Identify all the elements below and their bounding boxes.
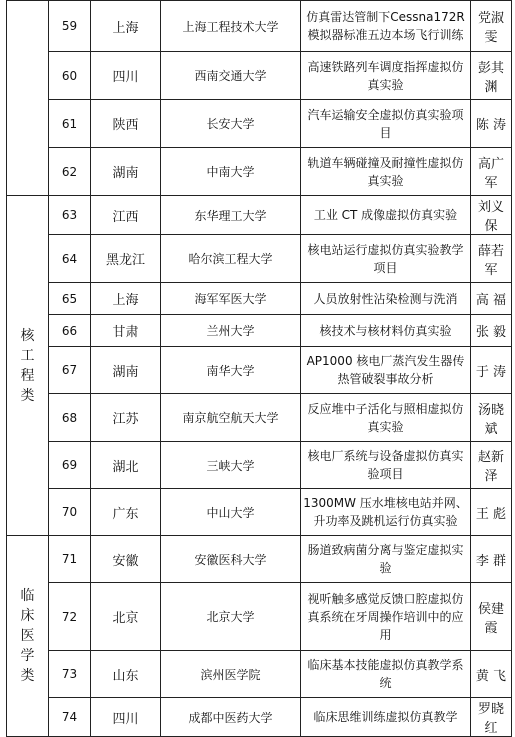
province-cell: 上海 [91, 1, 161, 52]
province-cell: 甘肃 [91, 315, 161, 347]
province-cell: 湖南 [91, 347, 161, 394]
person-cell: 高 福 [471, 283, 512, 315]
province-cell: 黑龙江 [91, 235, 161, 283]
project-cell: 反应堆中子活化与照相虚拟仿真实验 [301, 394, 471, 442]
row-number: 60 [49, 52, 91, 100]
row-number: 68 [49, 394, 91, 442]
table-row [7, 235, 512, 283]
row-number: 62 [49, 148, 91, 196]
table-row [7, 148, 512, 196]
project-cell: 视听触多感觉反馈口腔虚拟仿真系统在牙周操作培训中的应用 [301, 583, 471, 651]
table-row [7, 651, 512, 698]
university-cell: 哈尔滨工程大学 [161, 235, 301, 283]
person-cell: 高广军 [471, 148, 512, 196]
project-table [6, 0, 512, 737]
project-cell: 1300MW 压水堆核电站并网、升功率及跳机运行仿真实验 [301, 489, 471, 536]
person-cell: 刘义保 [471, 196, 512, 235]
university-cell: 安徽医科大学 [161, 536, 301, 583]
row-number: 63 [49, 196, 91, 235]
project-cell: 核电站运行虚拟仿真实验教学项目 [301, 235, 471, 283]
project-cell: 临床基本技能虚拟仿真教学系统 [301, 651, 471, 698]
table-row [7, 1, 512, 52]
province-cell: 湖北 [91, 442, 161, 489]
category-cell [7, 1, 49, 196]
university-cell: 南京航空航天大学 [161, 394, 301, 442]
university-cell: 上海工程技术大学 [161, 1, 301, 52]
table-row [7, 536, 512, 583]
province-cell: 四川 [91, 698, 161, 737]
project-cell: 汽车运输安全虚拟仿真实验项目 [301, 100, 471, 148]
university-cell: 成都中医药大学 [161, 698, 301, 737]
person-cell: 赵新泽 [471, 442, 512, 489]
table-row [7, 283, 512, 315]
province-cell: 陕西 [91, 100, 161, 148]
row-number: 61 [49, 100, 91, 148]
person-cell: 党淑雯 [471, 1, 512, 52]
row-number: 69 [49, 442, 91, 489]
person-cell: 汤晓斌 [471, 394, 512, 442]
university-cell: 东华理工大学 [161, 196, 301, 235]
person-cell: 薛若军 [471, 235, 512, 283]
row-number: 67 [49, 347, 91, 394]
table-row [7, 489, 512, 536]
university-cell: 北京大学 [161, 583, 301, 651]
province-cell: 四川 [91, 52, 161, 100]
row-number: 66 [49, 315, 91, 347]
university-cell: 海军军医大学 [161, 283, 301, 315]
project-cell: 核电厂系统与设备虚拟仿真实验项目 [301, 442, 471, 489]
table-row [7, 100, 512, 148]
table-row [7, 52, 512, 100]
university-cell: 长安大学 [161, 100, 301, 148]
row-number: 64 [49, 235, 91, 283]
province-cell: 安徽 [91, 536, 161, 583]
university-cell: 中山大学 [161, 489, 301, 536]
university-cell: 南华大学 [161, 347, 301, 394]
row-number: 71 [49, 536, 91, 583]
project-cell: 轨道车辆碰撞及耐撞性虚拟仿真实验 [301, 148, 471, 196]
university-cell: 中南大学 [161, 148, 301, 196]
province-cell: 上海 [91, 283, 161, 315]
project-cell: 肠道致病菌分离与鉴定虚拟实验 [301, 536, 471, 583]
university-cell: 三峡大学 [161, 442, 301, 489]
project-cell: 工业 CT 成像虚拟仿真实验 [301, 196, 471, 235]
table-row [7, 583, 512, 651]
project-cell: 高速铁路列车调度指挥虚拟仿真实验 [301, 52, 471, 100]
person-cell: 张 毅 [471, 315, 512, 347]
province-cell: 江苏 [91, 394, 161, 442]
category-cell: 核工程类 [7, 196, 49, 536]
table-row [7, 315, 512, 347]
category-cell: 临床医学类 [7, 536, 49, 737]
person-cell: 王 彪 [471, 489, 512, 536]
table-row [7, 442, 512, 489]
table-body [7, 1, 512, 737]
table-row [7, 394, 512, 442]
province-cell: 江西 [91, 196, 161, 235]
person-cell: 于 涛 [471, 347, 512, 394]
person-cell: 陈 涛 [471, 100, 512, 148]
row-number: 73 [49, 651, 91, 698]
person-cell: 黄 飞 [471, 651, 512, 698]
person-cell: 李 群 [471, 536, 512, 583]
row-number: 65 [49, 283, 91, 315]
university-cell: 滨州医学院 [161, 651, 301, 698]
province-cell: 湖南 [91, 148, 161, 196]
row-number: 72 [49, 583, 91, 651]
person-cell: 罗晓红 [471, 698, 512, 737]
person-cell: 彭其渊 [471, 52, 512, 100]
project-cell: 仿真雷达管制下Cessna172R模拟器标准五边本场飞行训练 [301, 1, 471, 52]
university-cell: 西南交通大学 [161, 52, 301, 100]
row-number: 70 [49, 489, 91, 536]
province-cell: 广东 [91, 489, 161, 536]
project-cell: 临床思维训练虚拟仿真教学 [301, 698, 471, 737]
province-cell: 北京 [91, 583, 161, 651]
row-number: 59 [49, 1, 91, 52]
table-row [7, 698, 512, 737]
table-row [7, 347, 512, 394]
project-cell: 人员放射性沾染检测与洗消 [301, 283, 471, 315]
row-number: 74 [49, 698, 91, 737]
project-cell: AP1000 核电厂蒸汽发生器传热管破裂事故分析 [301, 347, 471, 394]
person-cell: 侯建霞 [471, 583, 512, 651]
province-cell: 山东 [91, 651, 161, 698]
table-row [7, 196, 512, 235]
university-cell: 兰州大学 [161, 315, 301, 347]
project-cell: 核技术与核材料仿真实验 [301, 315, 471, 347]
